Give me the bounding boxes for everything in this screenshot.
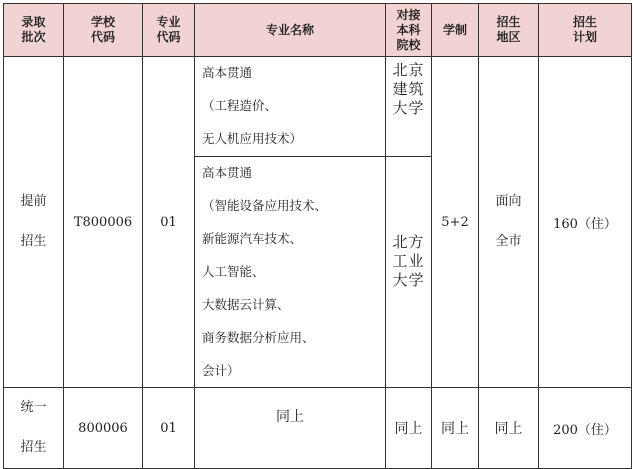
major-cell: 同上 <box>195 388 386 469</box>
header-batch: 录取 批次 <box>4 4 64 57</box>
header-duration: 学制 <box>432 4 479 57</box>
partner-school-a: 北京 建筑 大学 <box>386 57 432 157</box>
header-major-code: 专业 代码 <box>143 4 195 57</box>
major-line: 人工智能、 <box>202 264 265 279</box>
major-code-cell: 01 <box>143 388 195 469</box>
header-school-code: 学校 代码 <box>64 4 143 57</box>
partner-school-b: 北方 工业 大学 <box>386 157 432 388</box>
duration-cell: 同上 <box>432 388 479 469</box>
plan-cell: 200（住） <box>539 388 632 469</box>
batch-cell: 提前 招生 <box>4 57 64 388</box>
plan-cell: 160（住） <box>539 57 632 388</box>
major-line: 大数据云计算、 <box>202 297 290 312</box>
partner-school-cell: 同上 <box>386 388 432 469</box>
major-line: 无人机应用技术） <box>202 131 303 146</box>
school-code-cell: 800006 <box>64 388 143 469</box>
table-row <box>4 388 632 469</box>
region-cell: 面向 全市 <box>479 57 539 388</box>
header-plan: 招生 计划 <box>539 4 632 57</box>
major-line: 高本贯通 <box>202 165 253 180</box>
major-line: 商务数据分析应用、 <box>202 330 315 345</box>
major-line: 会计） <box>202 363 240 378</box>
school-code-cell: T800006 <box>64 57 143 388</box>
major-group-b <box>195 157 386 388</box>
header-region: 招生 地区 <box>479 4 539 57</box>
batch-cell: 统一 招生 <box>4 388 64 469</box>
duration-cell: 5+2 <box>432 57 479 388</box>
major-line: 新能源汽车技术、 <box>202 231 303 246</box>
major-line: （智能设备应用技术、 <box>202 198 328 213</box>
table-row <box>4 57 632 157</box>
enrollment-table <box>3 3 632 469</box>
header-partner-school: 对接 本科 院校 <box>386 4 432 57</box>
header-major-name: 专业名称 <box>195 4 386 57</box>
header-row <box>4 4 632 57</box>
major-code-cell: 01 <box>143 57 195 388</box>
major-line: 高本贯通 <box>202 65 253 80</box>
major-line: （工程造价、 <box>202 98 278 113</box>
region-cell: 同上 <box>479 388 539 469</box>
major-group-a <box>195 57 386 157</box>
